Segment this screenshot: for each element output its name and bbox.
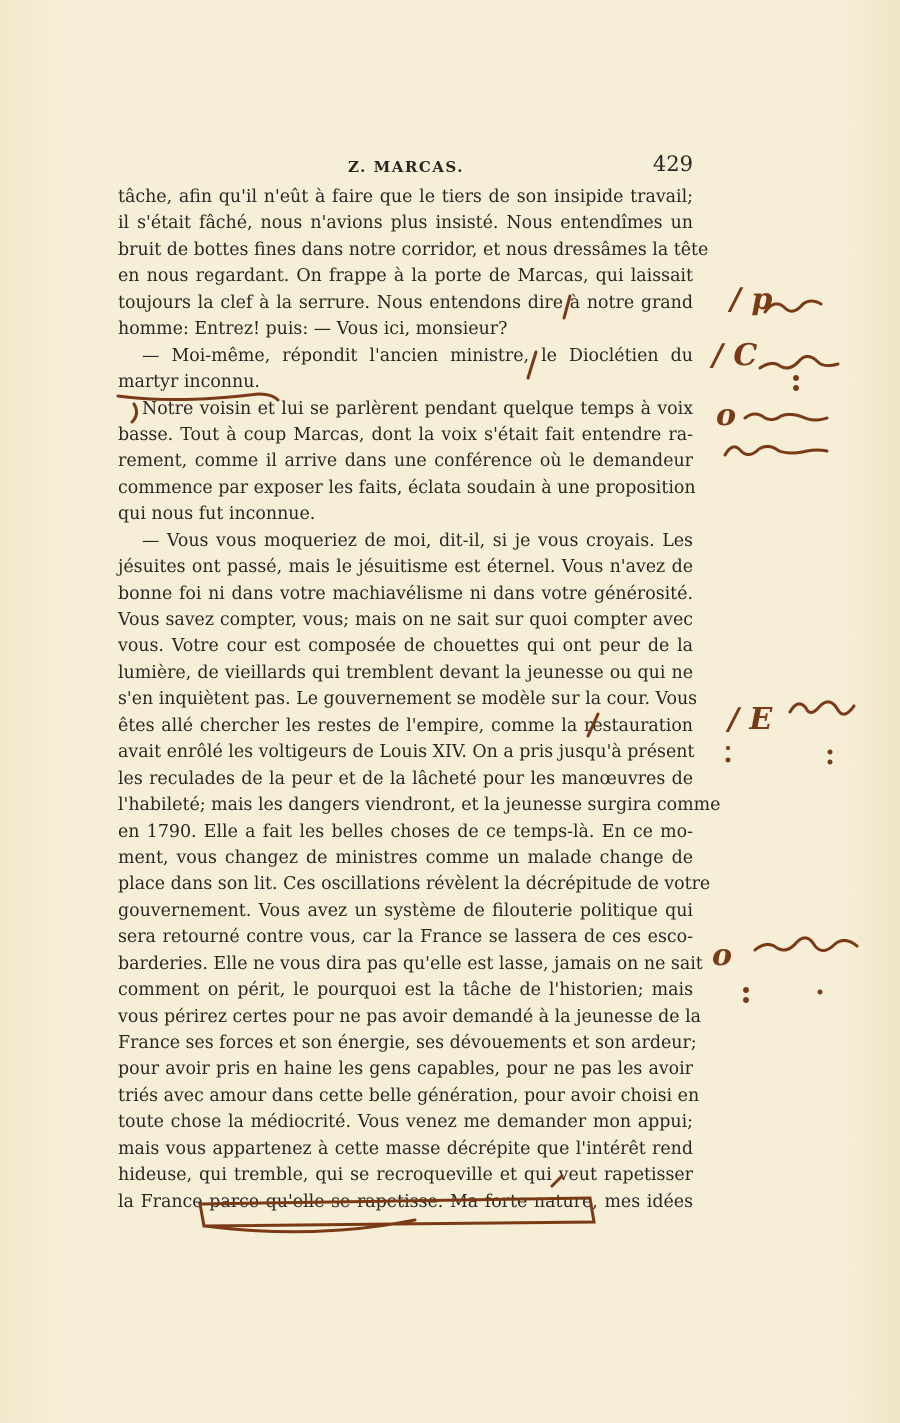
text-line: sera retourné contre vous, car la France se lassera de ces esco- xyxy=(118,927,693,948)
text-line: barderies. Elle ne vous dira pas qu'elle est lasse, jamais on ne sait xyxy=(118,953,703,974)
text-line: la France parce qu'elle se rapetisse. Ma forte nature, mes idées xyxy=(118,1191,693,1212)
text-line: êtes allé chercher les restes de l'empire, comme la restauration xyxy=(118,715,693,736)
text-line: bonne foi ni dans votre machiavélisme ni dans votre générosité. xyxy=(118,583,693,604)
margin-note: / p xyxy=(730,282,773,317)
text-line: France ses forces et son énergie, ses dévouements et son ardeur; xyxy=(118,1033,697,1053)
text-line: gouvernement. Vous avez un système de filouterie politique qui xyxy=(118,900,693,921)
ink-dot xyxy=(818,990,823,995)
text-line: triés avec amour dans cette belle génération, pour avoir choisi en xyxy=(118,1085,700,1106)
text-line: toujours la clef à la serrure. Nous entendons dire à notre grand xyxy=(118,292,693,313)
text-line: il s'était fâché, nous n'avions plus insisté. Nous entendîmes un xyxy=(118,213,693,234)
text-line: les reculades de la peur et de la lâcheté pour les manœuvres de xyxy=(118,768,693,789)
text-line: lumière, de vieillards qui tremblent devant la jeunesse ou qui ne xyxy=(118,662,693,683)
text-line: hideuse, qui tremble, qui se recroqueville et qui veut rapetisser xyxy=(118,1165,693,1186)
margin-squiggle xyxy=(725,446,827,455)
text-line: place dans son lit. Ces oscillations révèlent la décrépitude de votre xyxy=(118,874,711,895)
margin-squiggle xyxy=(760,356,838,368)
text-line: en 1790. Elle a fait les belles choses de ce temps-là. En ce mo- xyxy=(118,821,693,842)
text-line: commence par exposer les faits, éclata soudain à une proposition xyxy=(118,477,696,498)
text-line: jésuites ont passé, mais le jésuitisme est éternel. Vous n'avez de xyxy=(118,557,693,578)
page-number: 429 xyxy=(652,152,693,176)
text-line: tâche, afin qu'il n'eût à faire que le tiers de son insipide travail; xyxy=(118,187,693,207)
page-header xyxy=(118,152,693,180)
ink-dot xyxy=(793,385,799,391)
text-line: Notre voisin et lui se parlèrent pendant quelque temps à voix xyxy=(142,398,693,419)
text-line: mais vous appartenez à cette masse décrépite que l'intérêt rend xyxy=(118,1138,693,1159)
ink-dot xyxy=(828,760,833,765)
ink-dot xyxy=(793,375,799,381)
text-line: s'en inquiètent pas. Le gouvernement se modèle sur la cour. Vous xyxy=(118,689,698,710)
margin-squiggle xyxy=(790,702,854,714)
text-line: toute chose la médiocrité. Vous venez me demander mon appui; xyxy=(118,1112,693,1133)
text-line: en nous regardant. On frappe à la porte de Marcas, qui laissait xyxy=(118,266,693,287)
margin-note: o xyxy=(716,398,737,433)
text-line: pour avoir pris en haine les gens capables, pour ne pas les avoir xyxy=(118,1059,693,1080)
ink-dot xyxy=(726,746,730,750)
margin-squiggle xyxy=(755,938,857,951)
text-line: Vous savez compter, vous; mais on ne sait sur quoi compter avec xyxy=(118,610,693,630)
text-line: comment on périt, le pourquoi est la tâche de l'historien; mais xyxy=(118,980,693,1001)
margin-note: o xyxy=(712,938,733,973)
margin-note: / C xyxy=(712,338,758,373)
text-line: martyr inconnu. xyxy=(118,372,260,393)
text-line: ment, vous changez de ministres comme un malade change de xyxy=(118,847,693,868)
text-line: — Vous vous moqueriez de moi, dit-il, si je vous croyais. Les xyxy=(142,530,693,551)
text-line: vous périrez certes pour ne pas avoir demandé à la jeunesse de la xyxy=(118,1006,702,1027)
text-line: vous. Votre cour est composée de chouettes qui ont peur de la xyxy=(118,636,693,657)
text-line: — Moi-même, répondit l'ancien ministre, le Dioclétien du xyxy=(142,345,693,366)
text-line: qui nous fut inconnue. xyxy=(118,504,316,525)
text-line: bruit de bottes fines dans notre corridor, et nous dressâmes la tête xyxy=(118,239,709,260)
body-text xyxy=(118,184,721,1215)
margin-squiggle xyxy=(765,301,821,312)
text-line: basse. Tout à coup Marcas, dont la voix s'était fait entendre ra- xyxy=(118,424,693,445)
underline-mark xyxy=(205,1220,415,1232)
ink-dot xyxy=(726,758,731,763)
text-line: avait enrôlé les voltigeurs de Louis XIV. On a pris jusqu'à présent xyxy=(118,742,695,763)
text-line: rement, comme il arrive dans une conférence où le demandeur xyxy=(118,451,693,472)
running-title: Z. MARCAS. xyxy=(348,158,464,176)
text-line: l'habileté; mais les dangers viendront, et la jeunesse surgira comme xyxy=(118,795,721,816)
text-line: homme: Entrez! puis: — Vous ici, monsieur? xyxy=(118,319,508,340)
ink-dot xyxy=(743,997,749,1003)
ink-dot xyxy=(828,750,833,755)
margin-squiggle xyxy=(745,414,827,420)
ink-dot xyxy=(743,987,749,993)
margin-note: / E xyxy=(728,702,773,737)
